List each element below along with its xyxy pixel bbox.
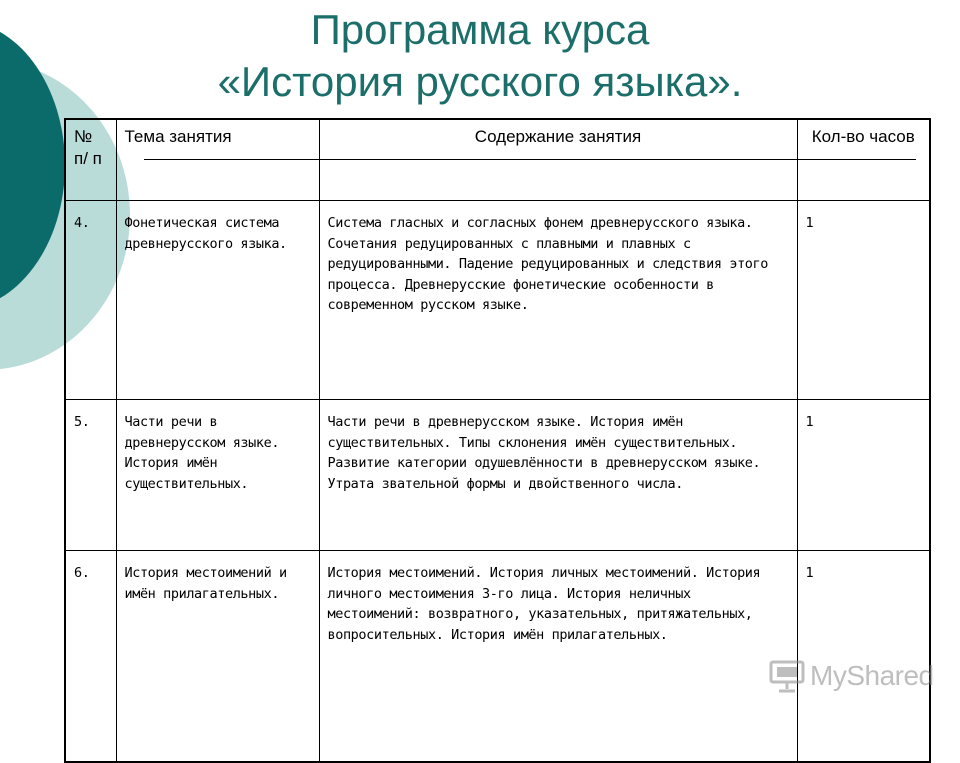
cell-topic: Части речи в древнерусском языке. История имён существительных. (116, 400, 319, 551)
table-row (65, 400, 930, 551)
course-table-wrapper (64, 118, 929, 728)
cell-num: 4. (65, 201, 116, 400)
header-num: № п/ п (65, 119, 116, 201)
cell-topic: Фонетическая система древнерусского языка. (116, 201, 319, 400)
cell-content: Система гласных и согласных фонем древнерусского языка. Сочетания редуцированных с плавными и плавных с редуцированными. Падение редуцированных и следствия этого процесса. Древнерусские фонетические особенности в современном русском языке. (319, 201, 797, 400)
header-underline (144, 159, 916, 160)
slide-title-line2: «История русского языка». (217, 58, 743, 105)
cell-hours: 1 (797, 551, 930, 763)
cell-hours: 1 (797, 201, 930, 400)
cell-hours: 1 (797, 400, 930, 551)
cell-topic: История местоимений и имён прилагательных. (116, 551, 319, 763)
watermark-text: MyShared (810, 660, 934, 691)
table-row (65, 201, 930, 400)
watermark (768, 656, 934, 696)
header-hours: Кол-во часов (797, 119, 930, 201)
cell-num: 6. (65, 551, 116, 763)
slide-title (150, 4, 810, 108)
header-topic: Тема занятия (116, 119, 319, 201)
cell-num: 5. (65, 400, 116, 551)
cell-content: Части речи в древнерусском языке. История имён существительных. Типы склонения имён существительных. Развитие категории одушевлённости в древнерусском языке. Утрата звательной формы и двойственного числа. (319, 400, 797, 551)
header-content: Содержание занятия (319, 119, 797, 201)
slide-title-line1: Программа курса (310, 6, 650, 53)
projector-screen-icon (768, 659, 806, 693)
cell-content: История местоимений. История личных местоимений. История личного местоимения 3-го лица. История неличных местоимений: возвратного, указательных, притяжательных, вопросительных. История имён прилагательных. (319, 551, 797, 763)
